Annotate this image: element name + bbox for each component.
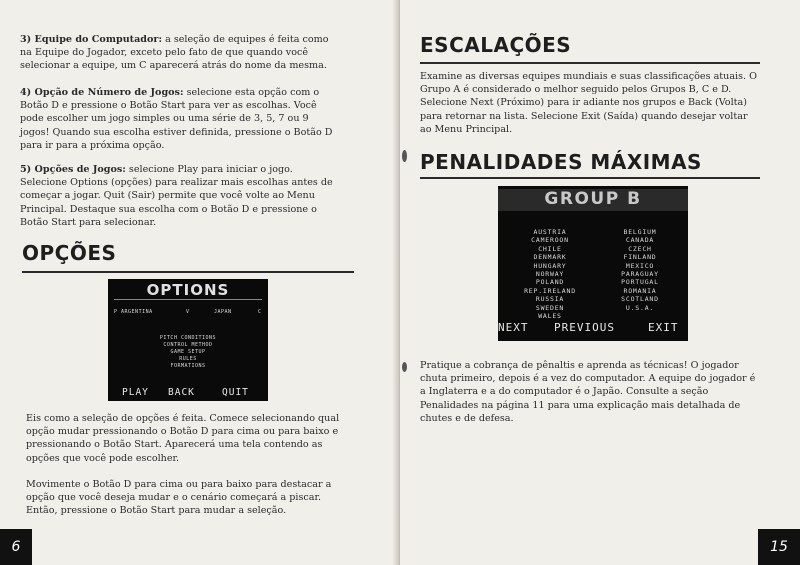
options-menu-item[interactable]: FORMATIONS: [170, 363, 206, 369]
group-team-item[interactable]: U.S.A.: [625, 303, 655, 312]
previous-option[interactable]: PREVIOUS: [554, 321, 615, 334]
options-menu-item[interactable]: PITCH CONDITIONS: [159, 335, 217, 341]
group-team-item[interactable]: WALES: [538, 312, 562, 321]
item3-label: 3) Equipe do Computador:: [20, 34, 163, 45]
page-number-left: 6: [0, 529, 32, 565]
options-menu-item[interactable]: RULES: [179, 356, 197, 362]
play-option[interactable]: PLAY: [122, 387, 149, 398]
matchup-vs: V: [186, 309, 190, 315]
penalties-text: Pratique a cobrança de pênaltis e aprenda as técnicas! O jogador chuta primeiro, depois é a vez do computador. A equipe do jogador é a Inglaterra e a do computador é o Japão. Consulte a seção Penalidades na página 11 para uma explicação mais detalhada de chutes e de defesa.: [420, 360, 756, 424]
matchup-right: JAPAN: [214, 309, 232, 315]
options-menu-item[interactable]: CONTROL METHOD: [163, 342, 213, 348]
penalties-heading: PENALIDADES MÁXIMAS: [420, 150, 702, 174]
group-team-item[interactable]: CZECH: [628, 244, 652, 253]
group-left-column: [502, 228, 598, 320]
matchup-left: P ARGENTINA: [114, 309, 153, 315]
group-team-item[interactable]: REP.IRELAND: [524, 286, 576, 295]
lineups-heading-rule: [420, 62, 760, 64]
group-screen-title: GROUP B: [498, 189, 688, 211]
options-heading: OPÇÕES: [22, 241, 117, 265]
options-heading-rule: [22, 271, 354, 273]
item5-text: selecione Play para iniciar o jogo. Selecione Options (opções) para realizar mais escolhas antes de começar a jogar. Quit (Sair) permite que você volte ao Menu Principal. Destaque sua escolha com o Botão D e pressione o Botão Start para selecionar.: [20, 164, 333, 228]
gutter-mark-2: [402, 362, 407, 372]
group-team-item[interactable]: BELGIUM: [623, 228, 657, 236]
options-menu: [108, 335, 268, 370]
exit-option[interactable]: EXIT: [648, 321, 679, 334]
group-team-item[interactable]: CANADA: [625, 236, 655, 245]
options-screen-title: OPTIONS: [146, 281, 230, 299]
group-team-item[interactable]: CAMEROON: [531, 236, 569, 245]
group-team-item[interactable]: DENMARK: [533, 253, 567, 262]
group-right-column: [594, 228, 686, 312]
item5-label: 5) Opções de Jogos:: [20, 164, 126, 175]
options-bottom-bar: [122, 387, 262, 398]
item3-paragraph: [20, 33, 338, 73]
group-team-item[interactable]: NORWAY: [535, 270, 565, 279]
penalties-heading-rule: [420, 177, 760, 179]
group-team-item[interactable]: PARAGUAY: [621, 270, 659, 279]
group-team-item[interactable]: RUSSIA: [535, 295, 565, 304]
item3-text: a seleção de equipes é feita como na Equipe do Jogador, exceto pelo fato de que quando você selecionar a equipe, um C aparecerá atrás do nome da mesma.: [20, 34, 329, 72]
back-option[interactable]: BACK: [168, 387, 195, 398]
options-explanation-2: Movimente o Botão D para cima ou para baixo para destacar a opção que você deseja mudar e o cenário começará a piscar. Então, pressione o Botão Start para mudar a seleção.: [26, 479, 332, 517]
group-team-item[interactable]: SCOTLAND: [621, 295, 659, 304]
matchup-c: C: [258, 309, 262, 315]
group-team-item[interactable]: SWEDEN: [535, 303, 565, 312]
options-explanation-1: Eis como a seleção de opções é feita. Comece selecionando qual opção mudar pressionando o Botão D para cima ou para baixo e pressionando o Botão Start. Aparecerá uma tela contendo as opções que você pode escolher.: [26, 413, 340, 464]
matchup-row: [114, 309, 264, 315]
lineups-text: Examine as diversas equipes mundiais e suas classificações atuais. O Grupo A é considerado o melhor seguido pelos Grupos B, C e D. Selecione Next (Próximo) para ir adiante nos grupos e Back (Volta) para retornar na lista. Selecione Exit (Saída) quando desejar voltar ao Menu Principal.: [420, 71, 758, 135]
group-team-item[interactable]: MEXICO: [625, 261, 655, 270]
group-team-item[interactable]: CHILE: [538, 244, 562, 253]
item4-paragraph: [20, 86, 340, 152]
lineups-heading: ESCALAÇÕES: [420, 33, 572, 57]
item5-paragraph: [20, 163, 338, 229]
page-number-right: 15: [758, 529, 800, 565]
group-team-item[interactable]: FINLAND: [623, 253, 657, 262]
quit-option[interactable]: QUIT: [222, 387, 249, 398]
group-team-item[interactable]: HUNGARY: [533, 261, 567, 270]
item4-text: selecione esta opção com o Botão D e pressione o Botão Start para ver as escolhas. Você pode escolher um jogo simples ou uma série de 3, 5, 7 ou 9 jogos! Quando sua escolha estiver definida, pressione o Botão D para ir para a próxima opção.: [20, 87, 333, 151]
left-page: [0, 0, 396, 565]
gutter-mark-1: [402, 150, 407, 162]
group-team-item[interactable]: ROMANIA: [623, 286, 657, 295]
options-title-underline: [114, 299, 262, 300]
options-menu-item[interactable]: GAME SETUP: [170, 349, 206, 355]
next-option[interactable]: NEXT: [498, 321, 529, 334]
group-screen: [498, 186, 688, 341]
group-team-item[interactable]: PORTUGAL: [621, 278, 659, 287]
right-page: [400, 0, 800, 565]
group-team-item[interactable]: POLAND: [535, 278, 565, 287]
group-team-item[interactable]: AUSTRIA: [533, 228, 567, 236]
item4-label: 4) Opção de Número de Jogos:: [20, 87, 184, 98]
options-screen: [108, 279, 268, 401]
